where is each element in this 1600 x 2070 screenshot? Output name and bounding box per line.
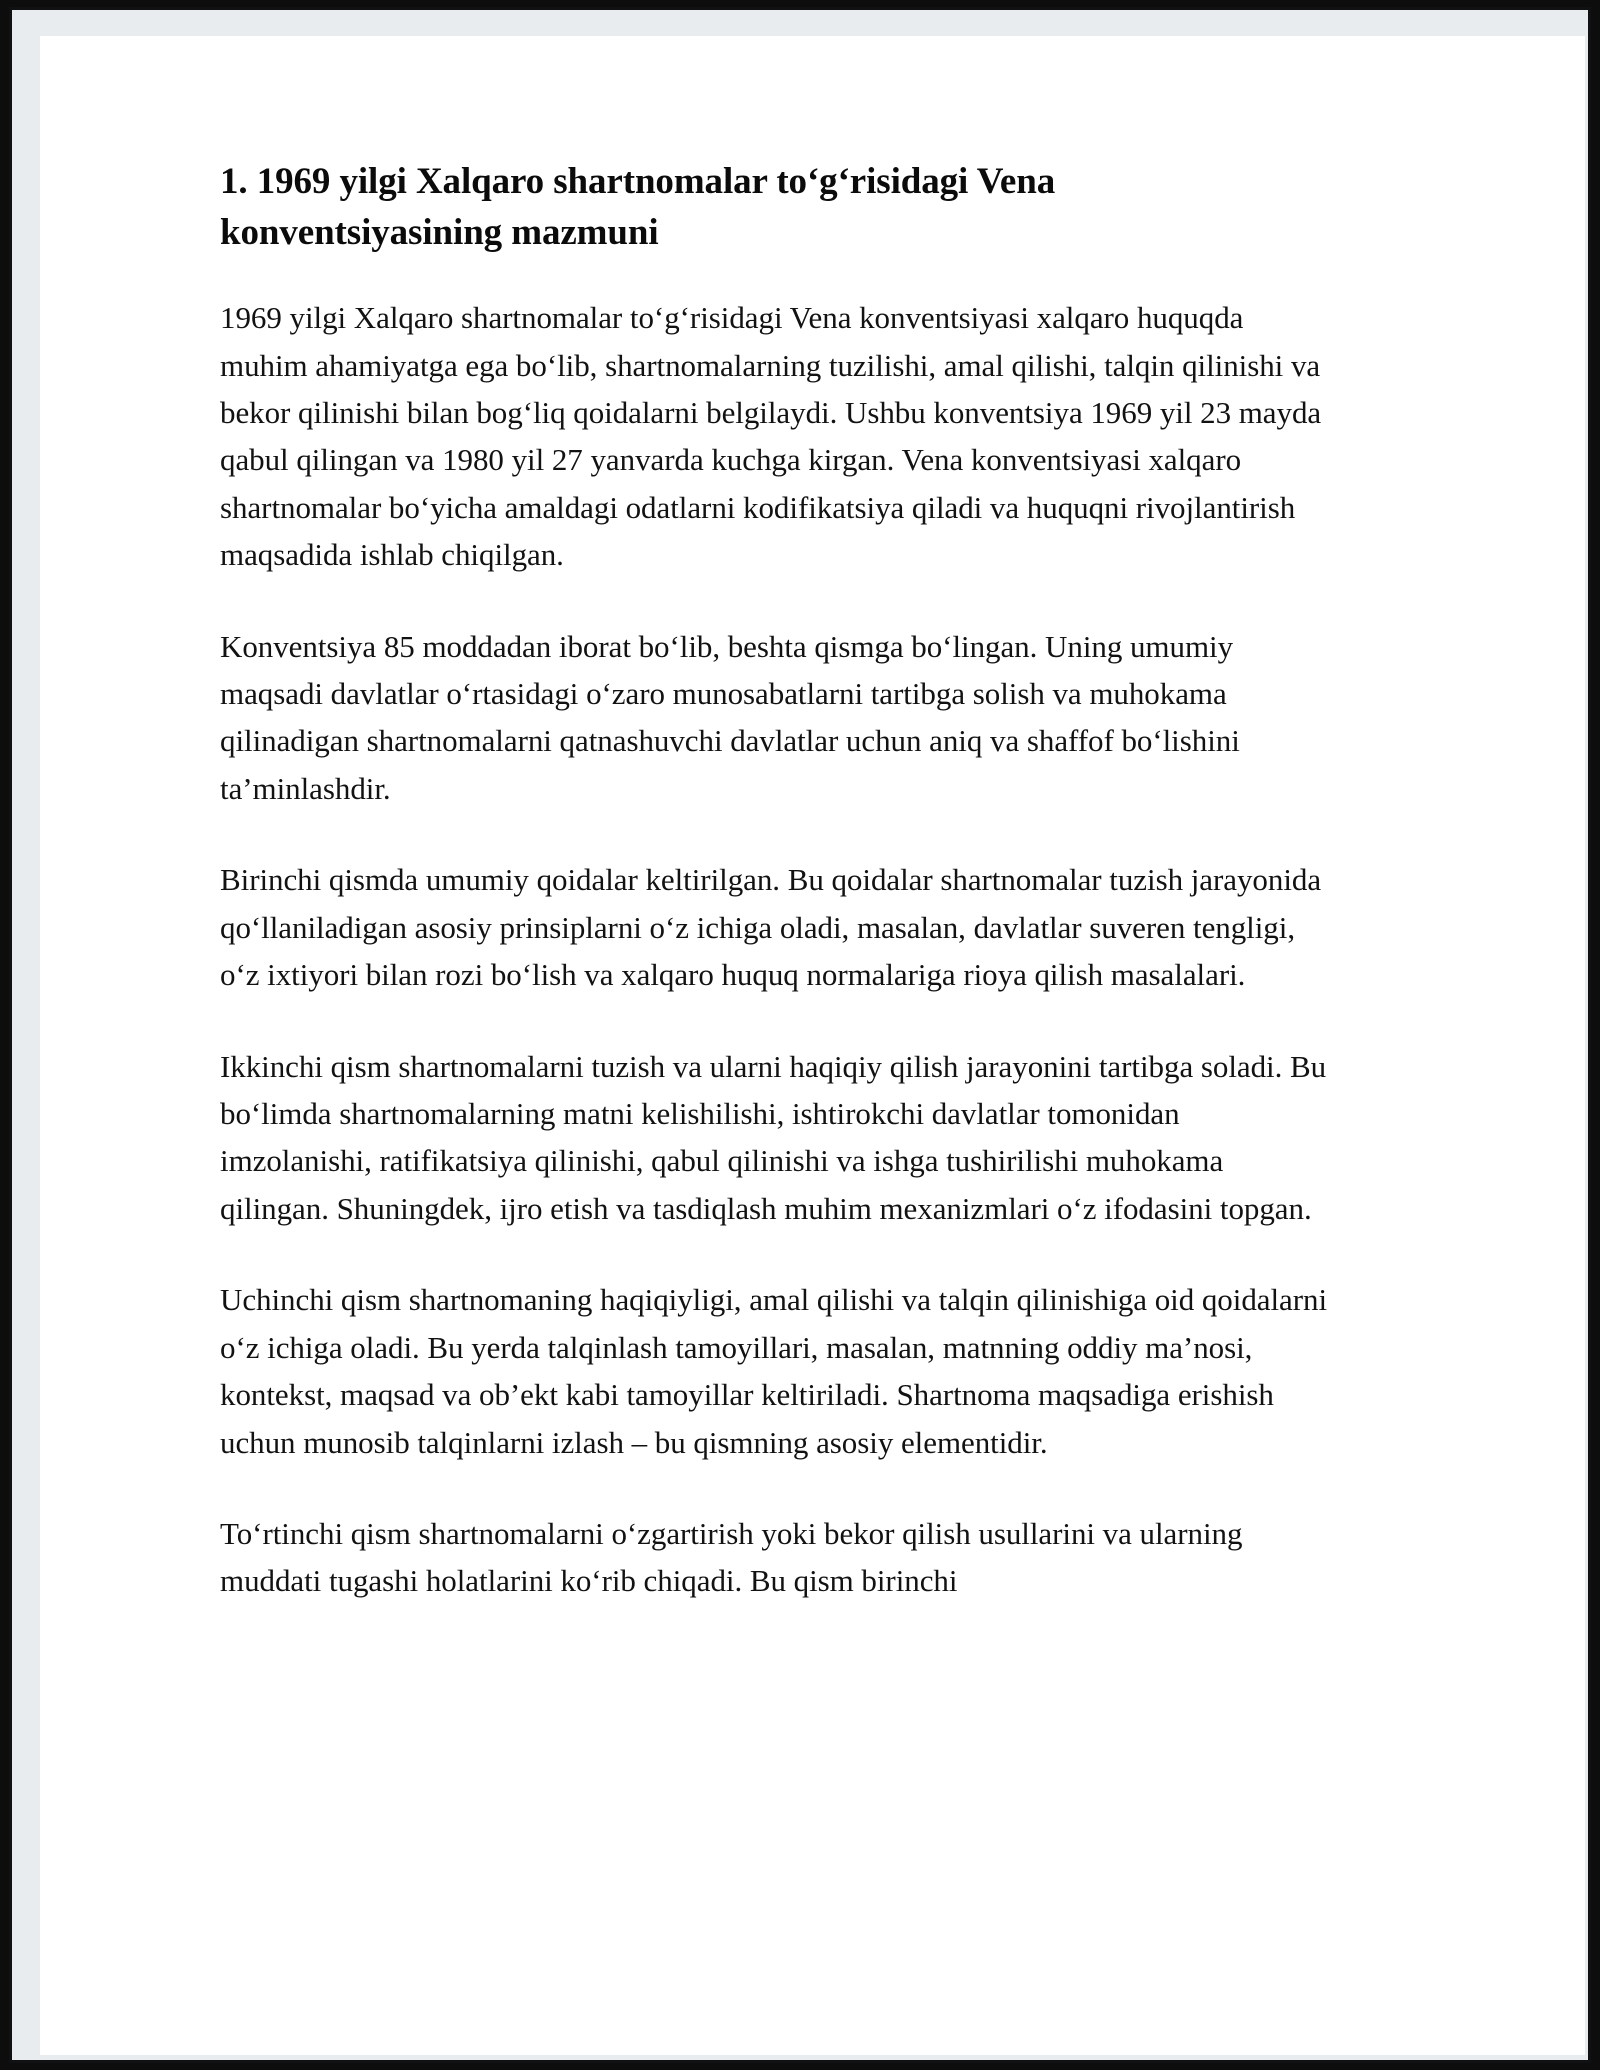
paragraph-2: Konventsiya 85 moddadan iborat bo‘lib, beshta qismga bo‘lingan. Uning umumiy maqsadi davlatlar o‘rtasidagi o‘zaro munosabatlarni tartibga solish va muhokama qilinadigan shartnomalarni qatnashuvchi davlatlar uchun aniq va shaffof bo‘lishini ta’minlashdir. (220, 628, 1240, 806)
paragraph-5: Uchinchi qism shartnomaning haqiqiyligi, amal qilishi va talqin qilinishiga oid qoidalarni o‘z ichiga oladi. Bu yerda talqinlash tamoyillari, masalan, matnning oddiy ma’nosi, kontekst, maqsad va ob’ekt kabi tamoyillar keltiriladi. Shartnoma maqsadiga erishish uchun munosib talqinlarni izlash – bu qismning asosiy elementidir. (220, 1282, 1328, 1460)
paragraph-3: Birinchi qismda umumiy qoidalar keltirilgan. Bu qoidalar shartnomalar tuzish jarayonida qo‘llaniladigan asosiy prinsiplarni o‘z ichiga oladi, masalan, davlatlar suveren tengligi, o‘z ixtiyori bilan rozi bo‘lish va xalqaro huquq normalariga rioya qilish masalalari. (220, 862, 1322, 993)
document-body (220, 36, 1330, 1605)
paragraph-6: To‘rtinchi qism shartnomalarni o‘zgartirish yoki bekor qilish usullarini va ularning muddati tugashi holatlarini ko‘rib chiqadi. Bu qism birinchi (220, 1515, 1243, 1599)
paragraph-1: 1969 yilgi Xalqaro shartnomalar to‘g‘risidagi Vena konventsiyasi xalqaro huquqda muhim ahamiyatga ega bo‘lib, shartnomalarning tuzilishi, amal qilishi, talqin qilinishi va bekor qilinishi bilan bog‘liq qoidalarni belgilaydi. Ushbu konventsiya 1969 yil 23 mayda qabul qilingan va 1980 yil 27 yanvarda kuchga kirgan. Vena konventsiyasi xalqaro shartnomalar bo‘yicha amaldagi odatlarni kodifikatsiya qiladi va huquqni rivojlantirish maqsadida ishlab chiqilgan. (220, 300, 1322, 573)
document-page (40, 36, 1585, 2055)
paragraph-4: Ikkinchi qism shartnomalarni tuzish va ularni haqiqiy qilish jarayonini tartibga soladi. Bu bo‘limda shartnomalarning matni kelishilishi, ishtirokchi davlatlar tomonidan imzolanishi, ratifikatsiya qilinishi, qabul qilinishi va ishga tushirilishi muhokama qilingan. Shuningdek, ijro etish va tasdiqlash muhim mexanizmlari o‘z ifodasini topgan. (220, 1048, 1327, 1226)
page-inner-border (9, 7, 1591, 2063)
page-title: 1. 1969 yilgi Xalqaro shartnomalar to‘g‘risidagi Vena konventsiyasining mazmuni (220, 161, 1056, 254)
